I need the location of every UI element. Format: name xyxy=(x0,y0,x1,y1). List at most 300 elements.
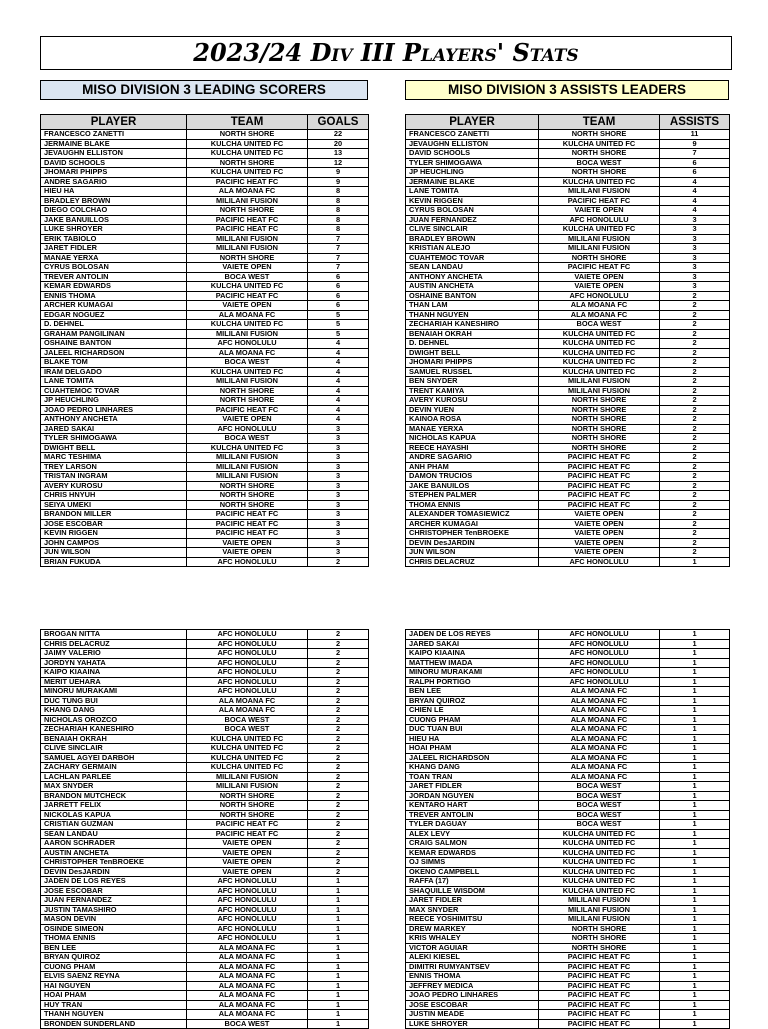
team-cell: KULCHA UNITED FC xyxy=(539,867,660,877)
player-name-cell: JARRETT FELIX xyxy=(41,801,187,811)
stat-value-cell: 2 xyxy=(660,377,730,387)
team-cell: MILILANI FUSION xyxy=(187,782,308,792)
table-row xyxy=(406,500,730,510)
table-row xyxy=(41,706,369,716)
stat-value-cell: 3 xyxy=(308,500,369,510)
player-name-cell: ENNIS THOMA xyxy=(406,972,539,982)
player-name-cell: STEPHEN PALMER xyxy=(406,491,539,501)
player-name-cell: ANTHONY ANCHETA xyxy=(41,415,187,425)
team-cell: NORTH SHORE xyxy=(187,253,308,263)
table-row xyxy=(406,548,730,558)
table-row xyxy=(406,377,730,387)
stat-value-cell: 3 xyxy=(308,434,369,444)
team-cell: AFC HONOLULU xyxy=(187,924,308,934)
team-cell: NORTH SHORE xyxy=(539,405,660,415)
table-row xyxy=(406,462,730,472)
team-cell: NORTH SHORE xyxy=(539,924,660,934)
team-cell: PACIFIC HEAT FC xyxy=(187,519,308,529)
stat-value-cell: 1 xyxy=(660,858,730,868)
team-cell: KULCHA UNITED FC xyxy=(187,367,308,377)
player-name-cell: MAX SNYDER xyxy=(406,905,539,915)
table-row xyxy=(41,810,369,820)
scorers-table-bottom xyxy=(40,629,369,1029)
table-row xyxy=(41,263,369,273)
stat-value-cell: 3 xyxy=(660,215,730,225)
table-row xyxy=(406,339,730,349)
table-row xyxy=(406,225,730,235)
player-name-cell: THANH NGUYEN xyxy=(406,310,539,320)
table-row xyxy=(406,772,730,782)
team-cell: PACIFIC HEAT FC xyxy=(539,453,660,463)
table-row xyxy=(41,301,369,311)
player-name-cell: CYRUS BOLOSAN xyxy=(41,263,187,273)
team-cell: KULCHA UNITED FC xyxy=(539,858,660,868)
player-name-cell: ALEKI KIESEL xyxy=(406,953,539,963)
stat-value-cell: 1 xyxy=(660,639,730,649)
team-cell: KULCHA UNITED FC xyxy=(539,139,660,149)
team-cell: ALA MOANA FC xyxy=(187,348,308,358)
table-row xyxy=(406,858,730,868)
table-row xyxy=(41,424,369,434)
player-name-cell: IRAM DELGADO xyxy=(41,367,187,377)
player-name-cell: THAN LAM xyxy=(406,301,539,311)
team-cell: AFC HONOLULU xyxy=(187,649,308,659)
team-cell: ALA MOANA FC xyxy=(539,744,660,754)
player-name-cell: ERIK TABIOLO xyxy=(41,234,187,244)
player-name-cell: DAVID SCHOOLS xyxy=(41,158,187,168)
stat-value-cell: 9 xyxy=(308,168,369,178)
table-row xyxy=(406,158,730,168)
team-cell: ALA MOANA FC xyxy=(539,706,660,716)
table-row xyxy=(406,415,730,425)
table-row xyxy=(406,848,730,858)
table-row xyxy=(406,529,730,539)
stat-value-cell: 2 xyxy=(660,529,730,539)
stat-value-cell: 8 xyxy=(308,215,369,225)
team-cell: VAIETE OPEN xyxy=(187,858,308,868)
stat-value-cell: 1 xyxy=(660,630,730,640)
player-name-cell: JOHN CAMPOS xyxy=(41,538,187,548)
stat-value-cell: 2 xyxy=(660,358,730,368)
stat-value-cell: 1 xyxy=(308,1019,369,1029)
table-row xyxy=(41,848,369,858)
team-cell: KULCHA UNITED FC xyxy=(539,877,660,887)
stat-value-cell: 4 xyxy=(308,377,369,387)
team-cell: KULCHA UNITED FC xyxy=(539,339,660,349)
team-cell: VAIETE OPEN xyxy=(539,519,660,529)
stat-value-cell: 2 xyxy=(660,462,730,472)
player-name-cell: TREVER ANTOLIN xyxy=(406,810,539,820)
table-row xyxy=(406,434,730,444)
team-cell: ALA MOANA FC xyxy=(539,715,660,725)
player-name-cell: HIEU HA xyxy=(41,187,187,197)
team-cell: VAIETE OPEN xyxy=(539,548,660,558)
table-row xyxy=(41,725,369,735)
player-name-cell: FRANCESCO ZANETTI xyxy=(41,130,187,140)
stat-value-cell: 3 xyxy=(308,548,369,558)
player-name-cell: CUAHTEMOC TOVAR xyxy=(406,253,539,263)
table-row xyxy=(406,943,730,953)
player-name-cell: TREY LARSON xyxy=(41,462,187,472)
team-cell: KULCHA UNITED FC xyxy=(539,329,660,339)
table-row xyxy=(41,801,369,811)
table-row xyxy=(406,896,730,906)
table-row xyxy=(406,130,730,140)
table-row xyxy=(41,234,369,244)
table-row xyxy=(406,244,730,254)
stat-value-cell: 1 xyxy=(660,706,730,716)
team-cell: KULCHA UNITED FC xyxy=(539,839,660,849)
team-cell: NORTH SHORE xyxy=(539,934,660,944)
table-row xyxy=(406,1010,730,1020)
table-row xyxy=(41,991,369,1001)
team-cell: KULCHA UNITED FC xyxy=(187,734,308,744)
team-cell: BOCA WEST xyxy=(539,791,660,801)
team-cell: AFC HONOLULU xyxy=(187,905,308,915)
table-row xyxy=(406,187,730,197)
player-name-cell: JEFFREY MEDICA xyxy=(406,981,539,991)
stat-value-cell: 1 xyxy=(308,943,369,953)
table-row xyxy=(406,491,730,501)
table-row xyxy=(41,753,369,763)
stat-value-cell: 3 xyxy=(660,272,730,282)
player-name-cell: BRANDON MUTCHECK xyxy=(41,791,187,801)
team-cell: MILILANI FUSION xyxy=(187,377,308,387)
table-row xyxy=(406,630,730,640)
stat-value-cell: 5 xyxy=(308,329,369,339)
stat-value-cell: 2 xyxy=(308,753,369,763)
table-row xyxy=(406,234,730,244)
team-cell: KULCHA UNITED FC xyxy=(539,348,660,358)
table-row xyxy=(406,538,730,548)
team-cell: AFC HONOLULU xyxy=(539,658,660,668)
stat-value-cell: 2 xyxy=(308,725,369,735)
stat-value-cell: 2 xyxy=(308,744,369,754)
player-name-cell: JORDAN NGUYEN xyxy=(406,791,539,801)
player-name-cell: BRADLEY BROWN xyxy=(41,196,187,206)
team-cell: NORTH SHORE xyxy=(539,415,660,425)
table-row xyxy=(406,962,730,972)
team-cell: ALA MOANA FC xyxy=(187,1000,308,1010)
table-row xyxy=(406,139,730,149)
team-cell: AFC HONOLULU xyxy=(539,557,660,567)
team-cell: BOCA WEST xyxy=(539,158,660,168)
player-name-cell: MANAE YERXA xyxy=(406,424,539,434)
player-name-cell: CYRUS BOLOSAN xyxy=(406,206,539,216)
team-cell: ALA MOANA FC xyxy=(187,943,308,953)
scorers-table-top xyxy=(40,114,369,567)
team-cell: BOCA WEST xyxy=(187,434,308,444)
stat-value-cell: 1 xyxy=(660,810,730,820)
team-cell: BOCA WEST xyxy=(187,272,308,282)
player-name-cell: AUSTIN ANCHETA xyxy=(41,848,187,858)
table-row xyxy=(41,225,369,235)
team-cell: NORTH SHORE xyxy=(539,168,660,178)
table-row xyxy=(41,791,369,801)
stat-value-cell: 8 xyxy=(308,206,369,216)
player-name-cell: HUY TRAN xyxy=(41,1000,187,1010)
stat-value-cell: 1 xyxy=(660,557,730,567)
stat-value-cell: 2 xyxy=(308,677,369,687)
team-cell: ALA MOANA FC xyxy=(187,962,308,972)
table-row xyxy=(41,763,369,773)
team-cell: KULCHA UNITED FC xyxy=(539,886,660,896)
player-name-cell: ARCHER KUMAGAI xyxy=(406,519,539,529)
table-row xyxy=(41,1000,369,1010)
team-cell: NORTH SHORE xyxy=(187,500,308,510)
team-cell: ALA MOANA FC xyxy=(539,310,660,320)
team-cell: NORTH SHORE xyxy=(187,130,308,140)
team-cell: PACIFIC HEAT FC xyxy=(539,962,660,972)
stat-value-cell: 1 xyxy=(660,782,730,792)
stat-value-cell: 2 xyxy=(660,453,730,463)
team-cell: MILILANI FUSION xyxy=(187,772,308,782)
stat-value-cell: 2 xyxy=(660,329,730,339)
player-name-cell: BRONDEN SUNDERLAND xyxy=(41,1019,187,1029)
player-name-cell: AUSTIN ANCHETA xyxy=(406,282,539,292)
stat-value-cell: 3 xyxy=(308,424,369,434)
stat-value-cell: 3 xyxy=(308,529,369,539)
assists-table-top xyxy=(405,114,730,567)
stat-value-cell: 11 xyxy=(660,130,730,140)
page-title: 2023/24 Div III Players' Stats xyxy=(193,38,579,67)
table-row xyxy=(41,187,369,197)
team-cell: NORTH SHORE xyxy=(539,253,660,263)
team-cell: PACIFIC HEAT FC xyxy=(539,1019,660,1029)
stat-value-cell: 1 xyxy=(660,848,730,858)
col-header-assists: ASSISTS xyxy=(660,115,730,130)
player-name-cell: JHOMARI PHIPPS xyxy=(41,168,187,178)
team-cell: AFC HONOLULU xyxy=(187,677,308,687)
table-row xyxy=(41,953,369,963)
table-row xyxy=(406,272,730,282)
player-name-cell: JARET FIDLER xyxy=(406,896,539,906)
table-row xyxy=(406,367,730,377)
table-row xyxy=(406,915,730,925)
stat-value-cell: 1 xyxy=(660,801,730,811)
stat-value-cell: 1 xyxy=(660,953,730,963)
team-cell: AFC HONOLULU xyxy=(187,934,308,944)
player-name-cell: SEAN LANDAU xyxy=(406,263,539,273)
stat-value-cell: 1 xyxy=(660,943,730,953)
team-cell: PACIFIC HEAT FC xyxy=(187,177,308,187)
player-name-cell: BRYAN QUIROZ xyxy=(41,953,187,963)
team-cell: PACIFIC HEAT FC xyxy=(539,500,660,510)
player-name-cell: CUONG PHAM xyxy=(406,715,539,725)
stat-value-cell: 2 xyxy=(660,291,730,301)
player-name-cell: DIEGO COLCHAO xyxy=(41,206,187,216)
team-cell: PACIFIC HEAT FC xyxy=(187,529,308,539)
stat-value-cell: 2 xyxy=(660,301,730,311)
table-row xyxy=(406,905,730,915)
stat-value-cell: 1 xyxy=(308,991,369,1001)
stat-value-cell: 4 xyxy=(308,386,369,396)
player-name-cell: DAVID SCHOOLS xyxy=(406,149,539,159)
team-cell: KULCHA UNITED FC xyxy=(187,139,308,149)
stat-value-cell: 3 xyxy=(660,234,730,244)
player-name-cell: TRISTAN INGRAM xyxy=(41,472,187,482)
stat-value-cell: 1 xyxy=(660,668,730,678)
player-name-cell: LACHLAN PARLEE xyxy=(41,772,187,782)
table-row xyxy=(41,282,369,292)
stat-value-cell: 2 xyxy=(660,481,730,491)
stat-value-cell: 1 xyxy=(660,677,730,687)
table-row xyxy=(41,630,369,640)
team-cell: PACIFIC HEAT FC xyxy=(187,291,308,301)
player-name-cell: CHRIS HNYUH xyxy=(41,491,187,501)
player-name-cell: VICTOR AGUIAR xyxy=(406,943,539,953)
table-row xyxy=(406,557,730,567)
table-row xyxy=(406,687,730,697)
stat-value-cell: 6 xyxy=(308,291,369,301)
stat-value-cell: 1 xyxy=(660,981,730,991)
team-cell: AFC HONOLULU xyxy=(539,630,660,640)
table-row xyxy=(41,839,369,849)
team-cell: ALA MOANA FC xyxy=(539,772,660,782)
stat-value-cell: 2 xyxy=(308,791,369,801)
stat-value-cell: 1 xyxy=(660,791,730,801)
player-name-cell: JARED SAKAI xyxy=(41,424,187,434)
team-cell: KULCHA UNITED FC xyxy=(539,848,660,858)
team-cell: VAIETE OPEN xyxy=(539,538,660,548)
player-name-cell: THOMA ENNIS xyxy=(406,500,539,510)
stat-value-cell: 12 xyxy=(308,158,369,168)
player-name-cell: JAKE BANUILLOS xyxy=(41,215,187,225)
stat-value-cell: 1 xyxy=(660,962,730,972)
player-name-cell: OJ SIMMS xyxy=(406,858,539,868)
player-name-cell: BRANDON MILLER xyxy=(41,510,187,520)
table-row xyxy=(41,782,369,792)
stat-value-cell: 6 xyxy=(308,282,369,292)
player-name-cell: KRIS WHALEY xyxy=(406,934,539,944)
player-name-cell: OSHAINE BANTON xyxy=(406,291,539,301)
player-name-cell: JUN WILSON xyxy=(406,548,539,558)
team-cell: NORTH SHORE xyxy=(187,801,308,811)
team-cell: PACIFIC HEAT FC xyxy=(539,462,660,472)
table-row xyxy=(41,158,369,168)
team-cell: MILILANI FUSION xyxy=(539,386,660,396)
table-row xyxy=(406,744,730,754)
player-name-cell: HOAI PHAM xyxy=(41,991,187,1001)
player-name-cell: JUSTIN MEADE xyxy=(406,1010,539,1020)
stat-value-cell: 3 xyxy=(308,491,369,501)
team-cell: MILILANI FUSION xyxy=(539,896,660,906)
team-cell: NORTH SHORE xyxy=(187,481,308,491)
col-header-team: TEAM xyxy=(187,115,308,130)
player-name-cell: OSHAINE BANTON xyxy=(41,339,187,349)
player-name-cell: DWIGHT BELL xyxy=(406,348,539,358)
team-cell: NORTH SHORE xyxy=(187,491,308,501)
table-row xyxy=(406,706,730,716)
stat-value-cell: 2 xyxy=(660,491,730,501)
table-row xyxy=(406,810,730,820)
team-cell: AFC HONOLULU xyxy=(539,677,660,687)
team-cell: AFC HONOLULU xyxy=(187,687,308,697)
player-name-cell: DEVIN DesJARDIN xyxy=(406,538,539,548)
player-name-cell: JADEN DE LOS REYES xyxy=(406,630,539,640)
table-row xyxy=(41,472,369,482)
table-row xyxy=(41,462,369,472)
team-cell: PACIFIC HEAT FC xyxy=(539,981,660,991)
stat-value-cell: 3 xyxy=(660,244,730,254)
team-cell: AFC HONOLULU xyxy=(539,291,660,301)
player-name-cell: CLIVE SINCLAIR xyxy=(406,225,539,235)
table-row xyxy=(406,886,730,896)
stat-value-cell: 1 xyxy=(660,744,730,754)
stat-value-cell: 2 xyxy=(308,630,369,640)
team-cell: PACIFIC HEAT FC xyxy=(539,481,660,491)
stat-value-cell: 5 xyxy=(308,310,369,320)
table-row xyxy=(406,649,730,659)
table-row xyxy=(41,453,369,463)
table-row xyxy=(406,715,730,725)
table-row xyxy=(406,358,730,368)
stat-value-cell: 1 xyxy=(660,867,730,877)
player-name-cell: JAKE BANUILOS xyxy=(406,481,539,491)
player-name-cell: JARET FIDLER xyxy=(41,244,187,254)
team-cell: PACIFIC HEAT FC xyxy=(539,953,660,963)
table-row xyxy=(41,867,369,877)
stat-value-cell: 13 xyxy=(308,149,369,159)
team-cell: PACIFIC HEAT FC xyxy=(187,405,308,415)
player-name-cell: D. DEHNEL xyxy=(41,320,187,330)
table-row xyxy=(41,396,369,406)
table-row xyxy=(406,820,730,830)
player-name-cell: MAX SNYDER xyxy=(41,782,187,792)
team-cell: KULCHA UNITED FC xyxy=(539,829,660,839)
team-cell: NORTH SHORE xyxy=(187,206,308,216)
player-name-cell: AVERY KUROSU xyxy=(406,396,539,406)
team-cell: KULCHA UNITED FC xyxy=(539,177,660,187)
stat-value-cell: 2 xyxy=(308,715,369,725)
stat-value-cell: 1 xyxy=(660,1000,730,1010)
player-name-cell: OKENO CAMPBELL xyxy=(406,867,539,877)
team-cell: NORTH SHORE xyxy=(539,443,660,453)
stat-value-cell: 8 xyxy=(308,225,369,235)
team-cell: PACIFIC HEAT FC xyxy=(187,820,308,830)
player-name-cell: DWIGHT BELL xyxy=(41,443,187,453)
table-row xyxy=(41,639,369,649)
team-cell: VAIETE OPEN xyxy=(187,301,308,311)
player-name-cell: THANH NGUYEN xyxy=(41,1010,187,1020)
team-cell: ALA MOANA FC xyxy=(539,687,660,697)
player-name-cell: TYLER DAGUAY xyxy=(406,820,539,830)
player-name-cell: MANAE YERXA xyxy=(41,253,187,263)
team-cell: ALA MOANA FC xyxy=(187,187,308,197)
player-name-cell: ZECHARIAH KANESHIRO xyxy=(41,725,187,735)
player-name-cell: EDGAR NOGUEZ xyxy=(41,310,187,320)
player-name-cell: JOSE ESCOBAR xyxy=(41,519,187,529)
team-cell: KULCHA UNITED FC xyxy=(187,753,308,763)
stat-value-cell: 1 xyxy=(660,829,730,839)
table-row xyxy=(406,991,730,1001)
table-row xyxy=(41,149,369,159)
stat-value-cell: 1 xyxy=(308,924,369,934)
table-row xyxy=(406,206,730,216)
table-row xyxy=(41,744,369,754)
player-name-cell: DREW MARKEY xyxy=(406,924,539,934)
table-row xyxy=(406,791,730,801)
stat-value-cell: 1 xyxy=(660,839,730,849)
player-name-cell: BEN LEE xyxy=(406,687,539,697)
team-cell: AFC HONOLULU xyxy=(187,877,308,887)
player-name-cell: KEMAR EDWARDS xyxy=(41,282,187,292)
team-cell: VAIETE OPEN xyxy=(187,839,308,849)
player-name-cell: LANE TOMITA xyxy=(406,187,539,197)
table-row xyxy=(41,139,369,149)
stat-value-cell: 2 xyxy=(308,782,369,792)
team-cell: KULCHA UNITED FC xyxy=(187,763,308,773)
